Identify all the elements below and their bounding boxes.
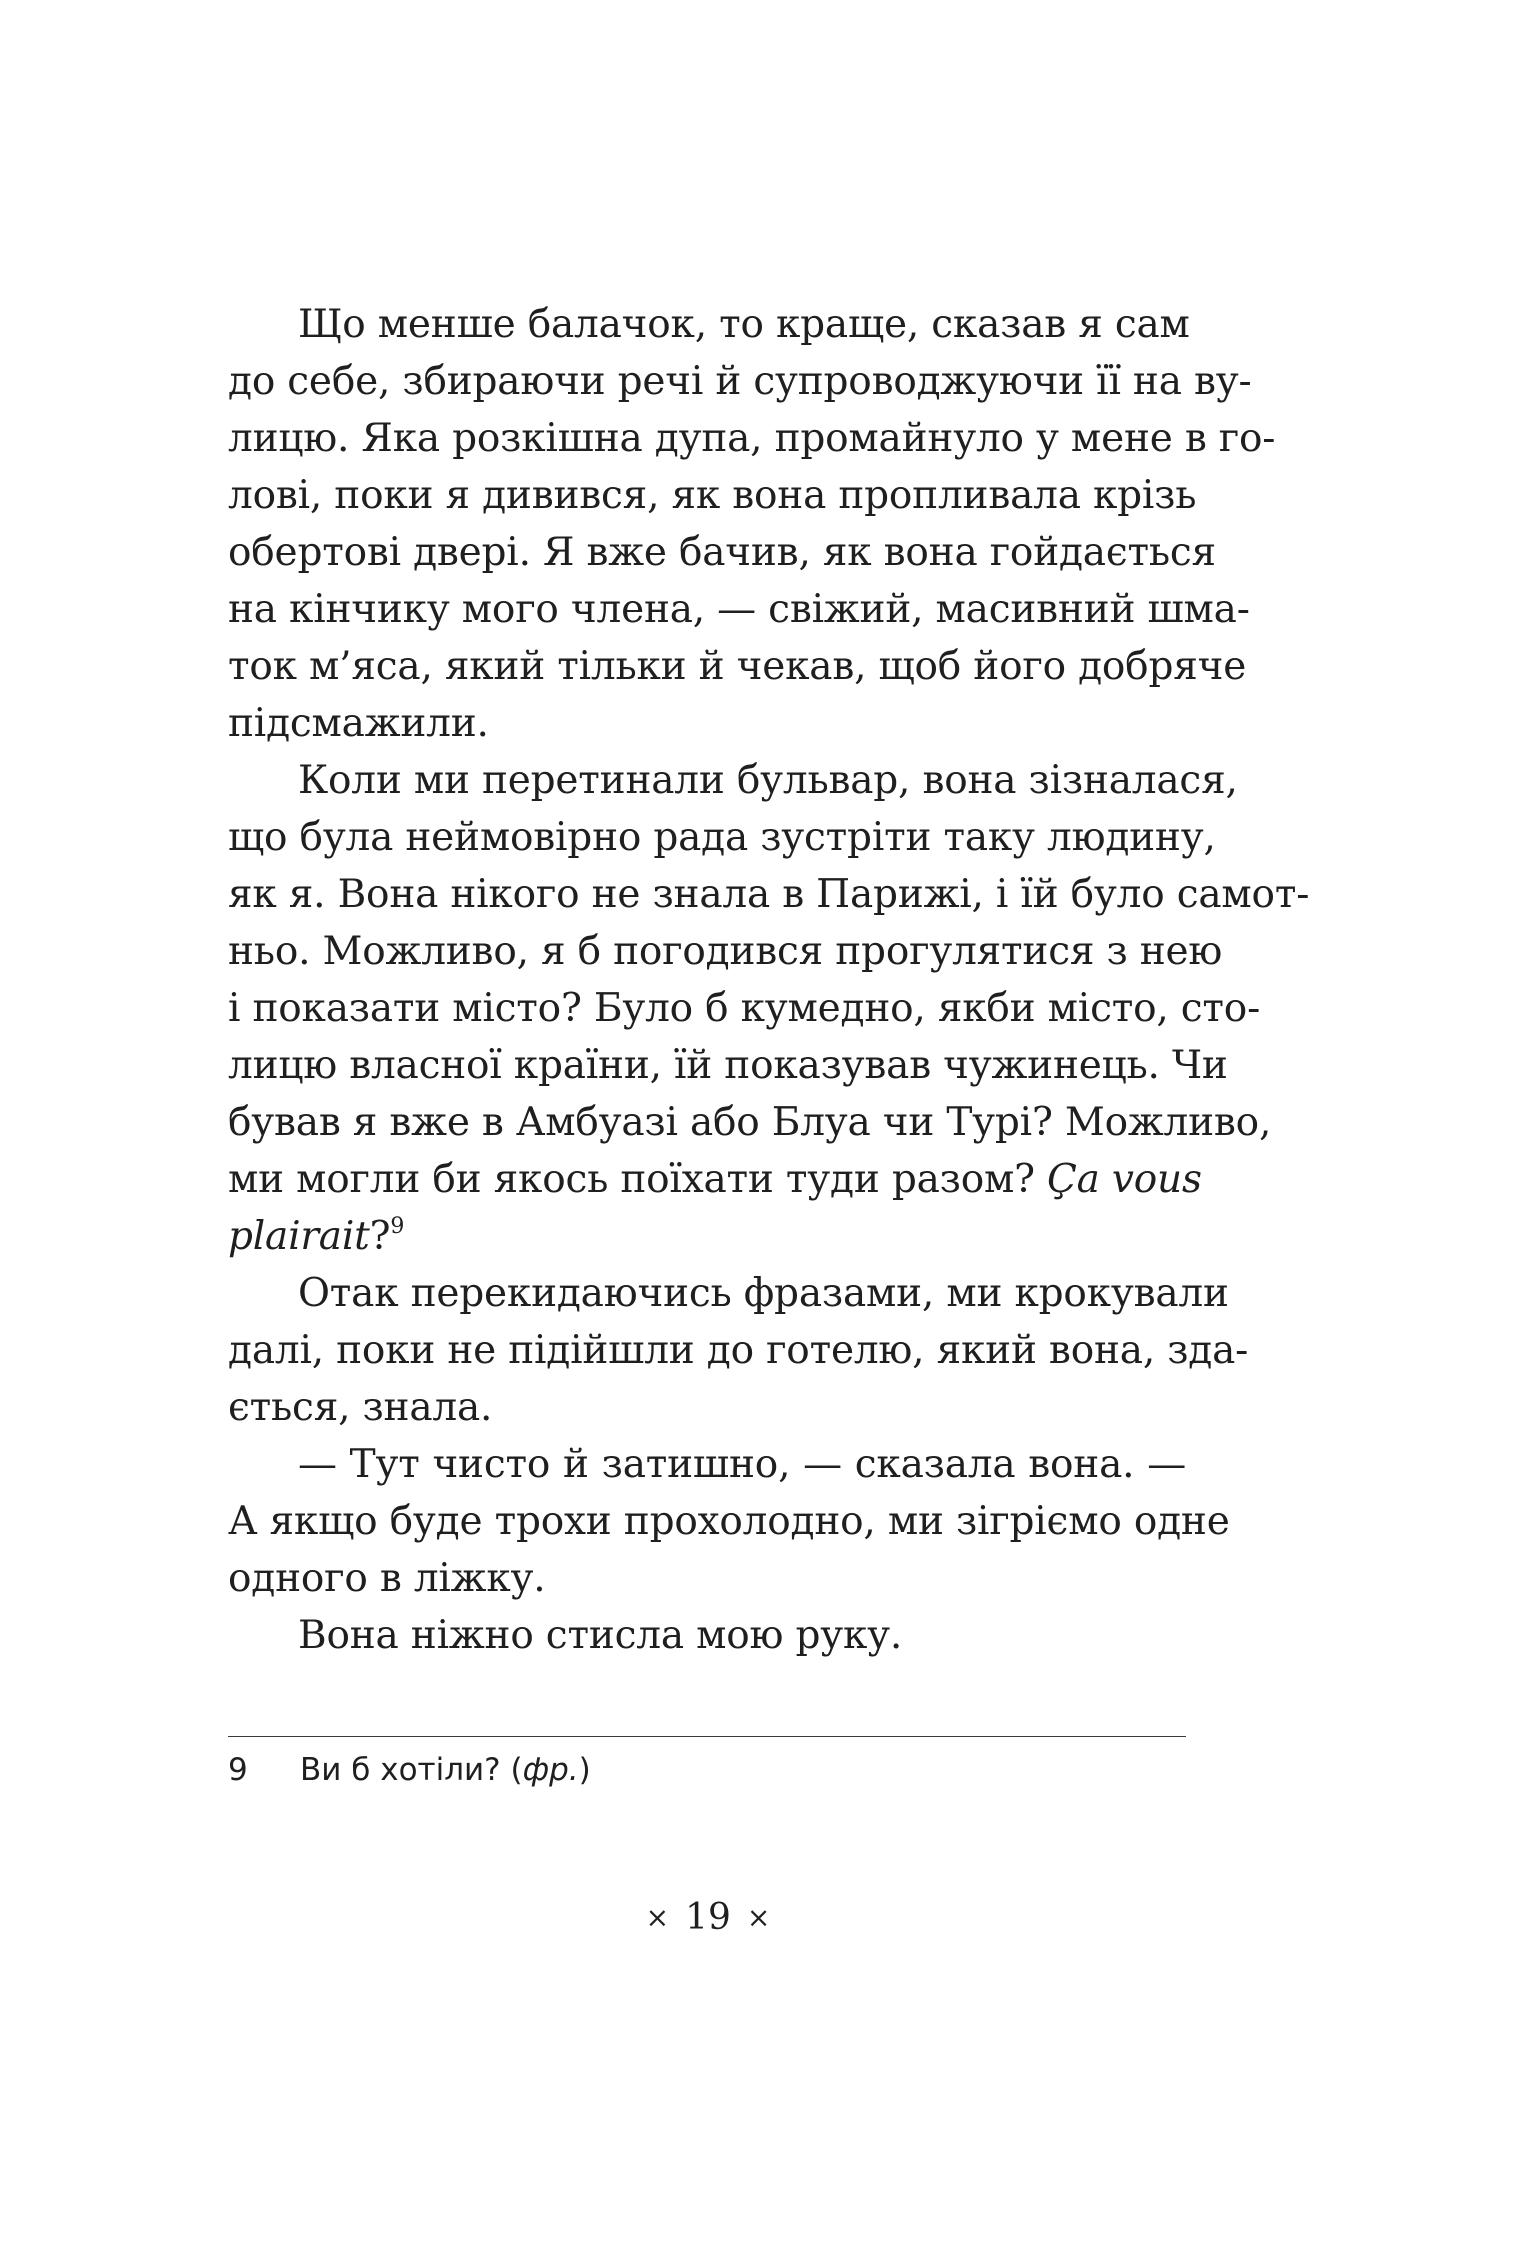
footnote-abbreviation: фр. xyxy=(522,1752,579,1788)
line-text: Що менше балачок, то краще, сказав я сам xyxy=(298,302,1190,347)
text-line xyxy=(228,1550,1186,1607)
text-line xyxy=(228,923,1223,980)
text-line xyxy=(228,1151,1202,1208)
text-line xyxy=(228,1436,1186,1493)
text-line xyxy=(228,1037,1228,1094)
text-line xyxy=(228,695,1186,752)
text-line xyxy=(228,410,1276,467)
text-line xyxy=(228,467,1197,524)
line-text: на кінчику мого члена, — свіжий, масивний шма- xyxy=(228,587,1250,632)
line-text: Коли ми перетинали бульвар, вона зізналася, xyxy=(298,758,1238,803)
folio-right-mark: × xyxy=(746,1901,771,1934)
footnote-close: ) xyxy=(578,1752,591,1788)
line-text: — Тут чисто й затишно, — сказала вона. — xyxy=(298,1442,1186,1487)
text-line xyxy=(228,752,1238,809)
line-text: що була неймовірно рада зустріти таку людину, xyxy=(228,815,1216,860)
line-text: лицю. Яка розкішна дупа, промайнуло у мене в го- xyxy=(228,416,1276,461)
line-text: лицю власної країни, їй показував чужинець. Чи xyxy=(228,1043,1228,1088)
line-text: до себе, збираючи речі й супроводжуючи її на ву- xyxy=(228,359,1252,404)
page-folio xyxy=(0,1894,1416,1944)
text-line xyxy=(228,1493,1230,1550)
text-line xyxy=(228,581,1250,638)
footnote-text: Ви б хотіли? ( xyxy=(300,1752,523,1788)
line-text: як я. Вона нікого не знала в Парижі, і їй було самот- xyxy=(228,872,1310,917)
text-line xyxy=(228,809,1216,866)
text-line xyxy=(228,980,1261,1037)
line-text: лові, поки я дивився, як вона пропливала крізь xyxy=(228,473,1197,518)
line-text: одного в ліжку. xyxy=(228,1556,546,1601)
footnote-reference[interactable]: 9 xyxy=(390,1214,405,1239)
text-line xyxy=(228,638,1247,695)
footnote-number: 9 xyxy=(228,1752,248,1788)
line-tail: ? xyxy=(369,1214,391,1259)
text-line xyxy=(228,1322,1249,1379)
line-text: бував я вже в Амбуазі або Блуа чи Турі? Можливо, xyxy=(228,1100,1272,1145)
line-text: ньо. Можливо, я б погодився прогулятися з нею xyxy=(228,929,1223,974)
line-text: ми могли би якось поїхати туди разом? xyxy=(228,1157,1035,1202)
text-line xyxy=(228,1607,1186,1664)
text-line xyxy=(228,524,1216,581)
text-line xyxy=(228,353,1252,410)
line-text: Вона ніжно стисла мою руку. xyxy=(298,1613,903,1658)
page-number: 19 xyxy=(685,1897,731,1938)
text-line xyxy=(228,1094,1272,1151)
text-line xyxy=(228,1379,1186,1436)
line-text: ється, знала. xyxy=(228,1385,493,1430)
line-text: далі, поки не підійшли до готелю, який вона, зда- xyxy=(228,1328,1249,1373)
body-text xyxy=(228,296,1310,1664)
italic-phrase: plairait xyxy=(228,1214,370,1259)
line-text: А якщо буде трохи прохолодно, ми зігріємо одне xyxy=(228,1499,1230,1544)
folio-left-mark: × xyxy=(645,1901,670,1934)
italic-phrase: Ça vous xyxy=(1047,1157,1202,1202)
line-text: обертові двері. Я вже бачив, як вона гойдається xyxy=(228,530,1216,575)
line-text: і показати місто? Було б кумедно, якби місто, сто- xyxy=(228,986,1261,1031)
text-line xyxy=(228,866,1310,923)
line-text: Отак перекидаючись фразами, ми крокували xyxy=(298,1271,1229,1316)
line-text: підсмажили. xyxy=(228,701,489,746)
footnote-separator xyxy=(228,1736,1186,1737)
line-text: ток м’яса, який тільки й чекав, щоб його добряче xyxy=(228,644,1247,689)
text-line xyxy=(228,1208,1186,1265)
text-line xyxy=(228,1265,1229,1322)
text-line xyxy=(228,296,1190,353)
footnote xyxy=(228,1748,1186,1792)
